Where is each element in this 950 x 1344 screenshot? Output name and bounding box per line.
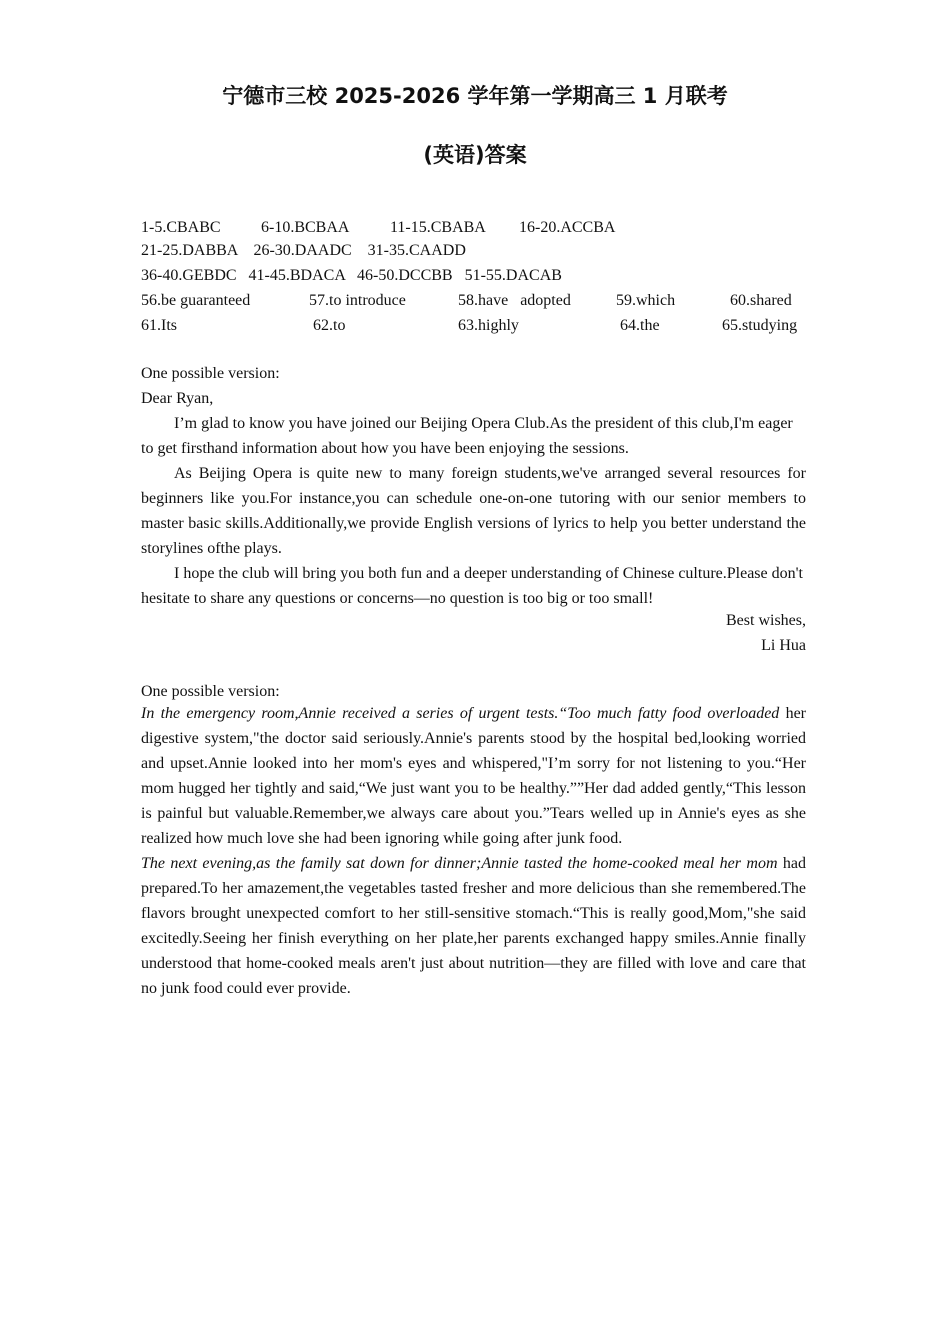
- fill-answer: 56.be guaranteed: [141, 292, 251, 309]
- version-label: One possible version:: [141, 683, 280, 700]
- letter-closing: Best wishes,: [726, 612, 806, 629]
- answer-group: 1-5.CBABC: [141, 219, 221, 236]
- fill-answer: 61.Its: [141, 317, 177, 334]
- story-paragraph: [141, 701, 806, 851]
- story-italic-opening: In the emergency room,Annie received a series of urgent tests.“Too much fatty food overloaded: [141, 705, 780, 722]
- story-text: had prepared.To her amazement,the vegetables tasted fresher and more delicious than she remembered.The flavors brought unexpected comfort to her still-sensitive stomach.“This is really good,Mom,"she said excitedly.Seeing her finish everything on her plate,her parents exchanged happy smiles.Annie finally understood that home-cooked meals aren't just about nutrition—they are filled with love and care that no junk food could ever provide.: [141, 855, 806, 997]
- story-italic-opening: The next evening,as the family sat down for dinner;Annie tasted the home-cooked meal her mom: [141, 855, 778, 872]
- fill-answer: 60.shared: [730, 292, 792, 309]
- answer-row-1: [141, 215, 806, 240]
- document-body: [141, 215, 806, 1001]
- answer-row-4: [141, 288, 806, 313]
- fill-answer: 65.studying: [722, 317, 798, 334]
- letter-section: [141, 361, 806, 658]
- story-paragraph: [141, 851, 806, 1001]
- letter-signature: Li Hua: [761, 637, 806, 654]
- page-title: 宁德市三校 2025-2026 学年第一学期高三 1 月联考: [222, 84, 728, 108]
- fill-answer: 64.the: [620, 317, 660, 334]
- fill-answer: 58.have adopted: [458, 292, 571, 309]
- fill-answer: 62.to: [313, 317, 346, 334]
- letter-greeting: Dear Ryan,: [141, 390, 214, 407]
- letter-paragraph: I hope the club will bring you both fun and a deeper understanding of Chinese culture.Please don't hesitate to share any questions or concerns—no question is too big or too small!: [141, 565, 803, 607]
- fill-answer: 59.which: [616, 292, 676, 309]
- story-section: [141, 679, 806, 1001]
- story-text: her digestive system,"the doctor said seriously.Annie's parents stood by the hospital bed,looking worried and upset.Annie looked into her mom's eyes and whispered,"I’m sorry for not listening to you.“Her mom hugged her tightly and said,“We just want you to be healthy.””Her dad added gently,“This lesson is painful but valuable.Remember,we always care about you.”Tears welled up in Annie's eyes as she realized how much love she had been ignoring while going after junk food.: [141, 705, 807, 847]
- letter-paragraph: I’m glad to know you have joined our Beijing Opera Club.As the president of this club,I'm eager to get firsthand information about how you have been enjoying the sessions.: [141, 415, 793, 457]
- fill-answer: 57.to introduce: [309, 292, 406, 309]
- answer-group: 6-10.BCBAA: [261, 219, 350, 236]
- fill-answer: 63.highly: [458, 317, 519, 334]
- answer-row-5: [141, 313, 806, 338]
- page-subtitle: (英语)答案: [423, 143, 527, 167]
- letter-paragraph: As Beijing Opera is quite new to many foreign students,we've arranged several resources for beginners like you.For instance,you can schedule one-on-one tutoring with our senior members to master basic skills.Additionally,we provide English versions of lyrics to help you better understand the storylines ofthe plays.: [141, 465, 806, 557]
- answer-group: 11-15.CBABA: [390, 219, 486, 236]
- answer-group: 16-20.ACCBA: [519, 219, 616, 236]
- version-label: One possible version:: [141, 365, 280, 382]
- answer-row-2: 21-25.DABBA 26-30.DAADC 31-35.CAADD: [141, 242, 466, 259]
- answer-row-3: 36-40.GEBDC 41-45.BDACA 46-50.DCCBB 51-55.DACAB: [141, 267, 562, 284]
